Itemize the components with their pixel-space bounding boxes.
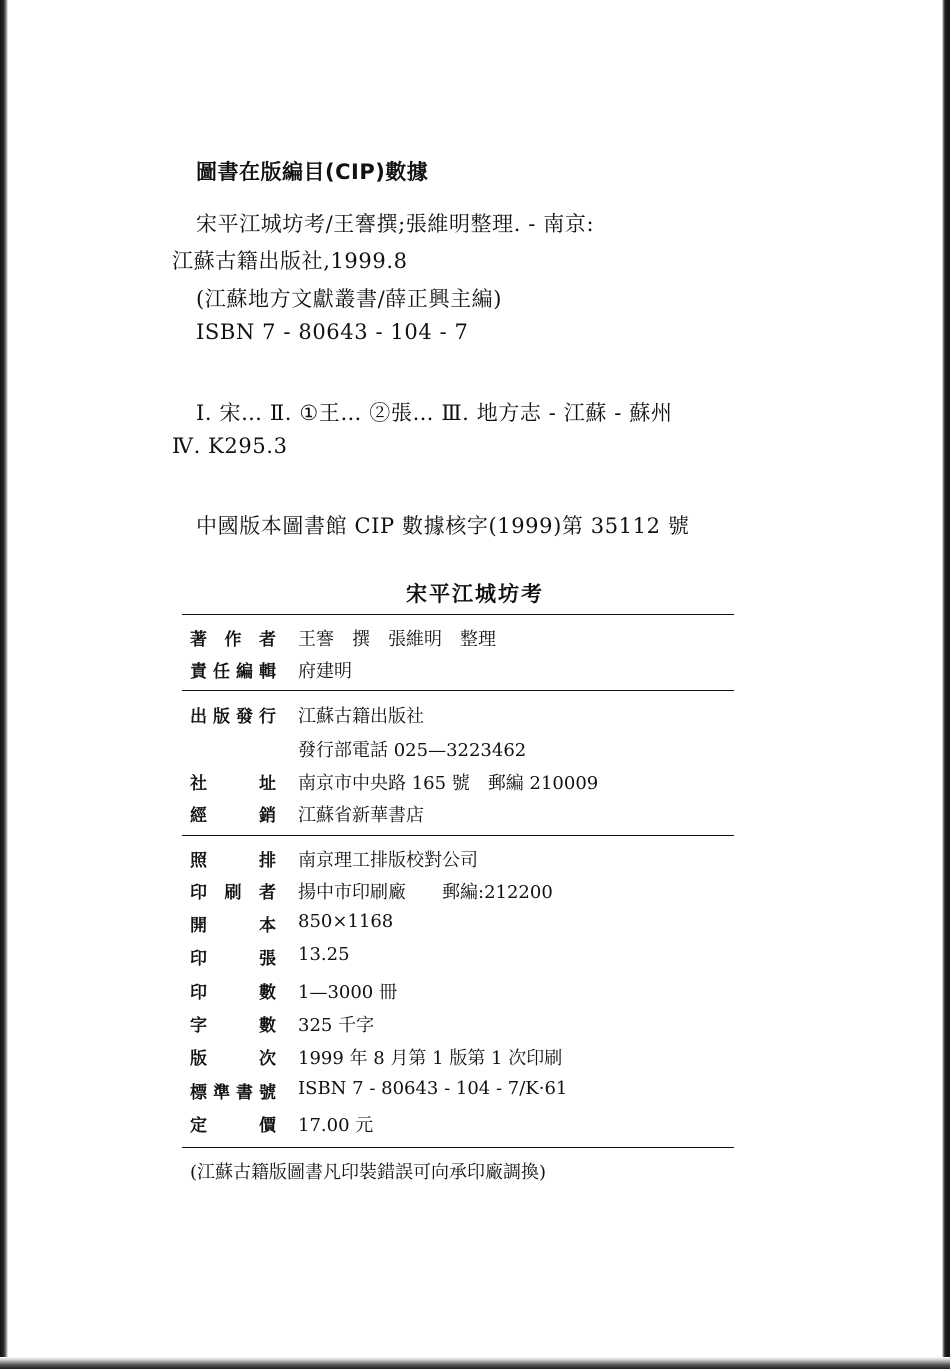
row-value: 1999 年 8 月第 1 版第 1 次印刷 bbox=[298, 1048, 563, 1069]
cip-line-1: 宋平江城坊考/王謇撰;張維明整理. - 南京: bbox=[196, 212, 595, 236]
row-sheets bbox=[190, 944, 730, 974]
row-print-run bbox=[190, 978, 730, 1008]
row-label: 版次 bbox=[190, 1049, 276, 1069]
row-printer bbox=[190, 878, 730, 908]
row-label: 出版發行 bbox=[190, 707, 276, 727]
row-value: 13.25 bbox=[298, 944, 350, 965]
row-label: 標準書號 bbox=[190, 1083, 276, 1103]
row-label: 著作者 bbox=[190, 630, 276, 650]
row-editor bbox=[190, 657, 730, 687]
row-label: 定價 bbox=[190, 1116, 276, 1136]
row-value: 江蘇古籍出版社 bbox=[298, 706, 424, 727]
row-typesetting bbox=[190, 846, 730, 876]
replacement-note: (江蘇古籍版圖書凡印裝錯誤可向承印廠調換) bbox=[190, 1162, 547, 1183]
row-value: 850×1168 bbox=[298, 911, 394, 932]
row-label: 照排 bbox=[190, 851, 276, 871]
row-value: 325 千字 bbox=[298, 1015, 375, 1036]
row-phone bbox=[190, 736, 730, 766]
row-address bbox=[190, 769, 730, 799]
row-value: 揚中市印刷廠 郵編:212200 bbox=[298, 882, 553, 903]
row-distributor bbox=[190, 801, 730, 831]
row-label: 社址 bbox=[190, 774, 276, 794]
row-value: 江蘇省新華書店 bbox=[298, 805, 424, 826]
rule-bottom bbox=[182, 1147, 734, 1148]
row-value: ISBN 7 - 80643 - 104 - 7/K·61 bbox=[298, 1078, 568, 1099]
cip-classification-2: Ⅳ. K295.3 bbox=[172, 434, 288, 458]
row-label: 印張 bbox=[190, 949, 276, 969]
scan-edge-right bbox=[942, 0, 950, 1369]
row-value: 發行部電話 025—3223462 bbox=[298, 740, 527, 761]
row-publisher bbox=[190, 702, 730, 732]
scan-edge-left bbox=[0, 0, 8, 1369]
row-value: 1—3000 冊 bbox=[298, 982, 397, 1003]
row-isbn bbox=[190, 1078, 730, 1108]
rule-1 bbox=[182, 690, 734, 691]
row-label: 印數 bbox=[190, 983, 276, 1003]
row-author bbox=[190, 625, 730, 655]
cip-classification-1: Ⅰ. 宋… Ⅱ. ①王… ②張… Ⅲ. 地方志 - 江蘇 - 蘇州 bbox=[196, 401, 673, 425]
cip-isbn: ISBN 7 - 80643 - 104 - 7 bbox=[196, 320, 469, 344]
cip-line-3: (江蘇地方文獻叢書/薛正興主編) bbox=[196, 287, 503, 311]
rule-2 bbox=[182, 835, 734, 836]
row-format bbox=[190, 911, 730, 941]
row-price bbox=[190, 1111, 730, 1141]
row-value: 南京市中央路 165 號 郵編 210009 bbox=[298, 773, 599, 794]
cip-verification: 中國版本圖書館 CIP 數據核字(1999)第 35112 號 bbox=[196, 514, 690, 538]
row-value: 17.00 元 bbox=[298, 1115, 374, 1136]
book-title: 宋平江城坊考 bbox=[406, 582, 544, 606]
row-label: 開本 bbox=[190, 916, 276, 936]
rule-top bbox=[182, 614, 734, 615]
row-label: 經銷 bbox=[190, 806, 276, 826]
scan-edge-bottom bbox=[0, 1357, 950, 1369]
row-value: 南京理工排版校對公司 bbox=[298, 850, 478, 871]
row-value: 王謇 撰 張維明 整理 bbox=[298, 629, 496, 650]
row-value: 府建明 bbox=[298, 661, 352, 682]
row-edition bbox=[190, 1044, 730, 1074]
row-word-count bbox=[190, 1011, 730, 1041]
row-label: 字數 bbox=[190, 1016, 276, 1036]
cip-line-2: 江蘇古籍出版社,1999.8 bbox=[172, 249, 408, 273]
cip-heading: 圖書在版編目(CIP)數據 bbox=[196, 160, 429, 184]
row-label: 責任編輯 bbox=[190, 662, 276, 682]
row-label: 印刷者 bbox=[190, 883, 276, 903]
